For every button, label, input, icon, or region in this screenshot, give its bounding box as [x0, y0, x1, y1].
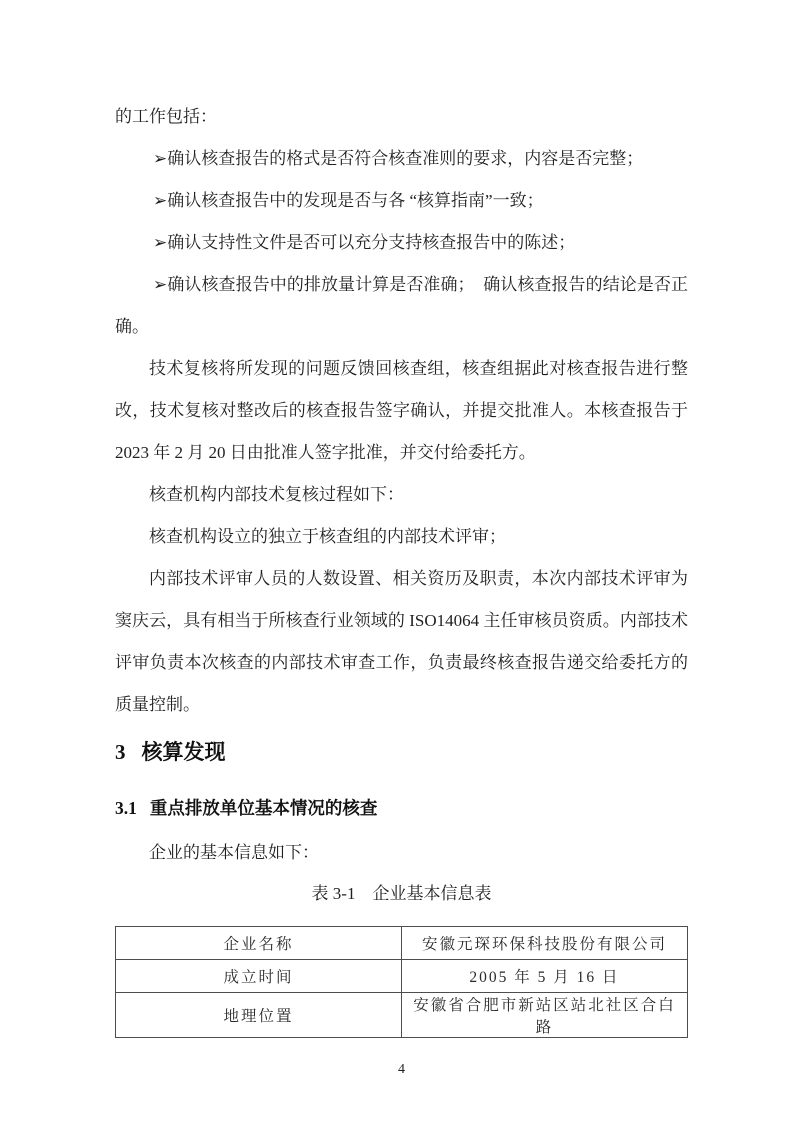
- intro-line: 的工作包括：: [115, 107, 217, 126]
- paragraph-reviewer-qualification: 内部技术评审人员的人数设置、相关资历及职责，本次内部技术评审为窦庆云，具有相当于所核查行业领域的 ISO14064 主任审核员资质。内部技术评审负责本次核查的内部技术审查工作，负责最终核查报告递交给委托方的质量控制。: [115, 569, 688, 714]
- table-cell-label: 地理位置: [116, 993, 402, 1038]
- table-cell-value: 2005 年 5 月 16 日: [402, 960, 688, 993]
- table-caption: 表 3-1 企业基本信息表: [311, 884, 492, 903]
- section-heading-3-1: [115, 794, 688, 822]
- page-number: 4: [398, 1062, 405, 1077]
- table-cell-value: 安徽省合肥市新站区站北社区合白路: [402, 993, 688, 1038]
- company-info-table: [115, 926, 688, 1038]
- table-cell-label: 企业名称: [116, 927, 402, 960]
- paragraph-technical-review: 技术复核将所发现的问题反馈回核查组，核查组据此对核查报告进行整改，技术复核对整改后的核查报告签字确认，并提交批准人。本核查报告于 2023 年 2 月 20 日由批准人签字批准，并交付给委托方。: [115, 359, 688, 462]
- section-title: 核算发现: [141, 740, 226, 764]
- bullet-item-findings-check: ➢确认核查报告中的发现是否与各 “核算指南”一致；: [153, 191, 544, 210]
- table-cell-value: 安徽元琛环保科技股份有限公司: [402, 927, 688, 960]
- bullet-item-format-check: ➢确认核查报告的格式是否符合核查准则的要求，内容是否完整；: [153, 149, 644, 168]
- paragraph-independent-review: 核查机构设立的独立于核查组的内部技术评审；: [149, 527, 506, 546]
- paragraph-internal-review-intro: 核查机构内部技术复核过程如下：: [149, 485, 404, 504]
- subsection-number: 3.1: [115, 798, 137, 818]
- bullet-item-supporting-docs-check: ➢确认支持性文件是否可以充分支持核查报告中的陈述；: [153, 233, 576, 252]
- section-heading-3: [115, 736, 688, 768]
- table-row: [116, 960, 688, 993]
- table-row: [116, 927, 688, 960]
- table-cell-label: 成立时间: [116, 960, 402, 993]
- table-intro-line: 企业的基本信息如下：: [149, 843, 319, 862]
- table-row: [116, 993, 688, 1038]
- subsection-title: 重点排放单位基本情况的核查: [149, 798, 378, 818]
- bullet-item-emission-calc-check: ➢确认核查报告中的排放量计算是否准确； 确认核查报告的结论是否正确。: [115, 275, 688, 336]
- section-number: 3: [115, 740, 126, 764]
